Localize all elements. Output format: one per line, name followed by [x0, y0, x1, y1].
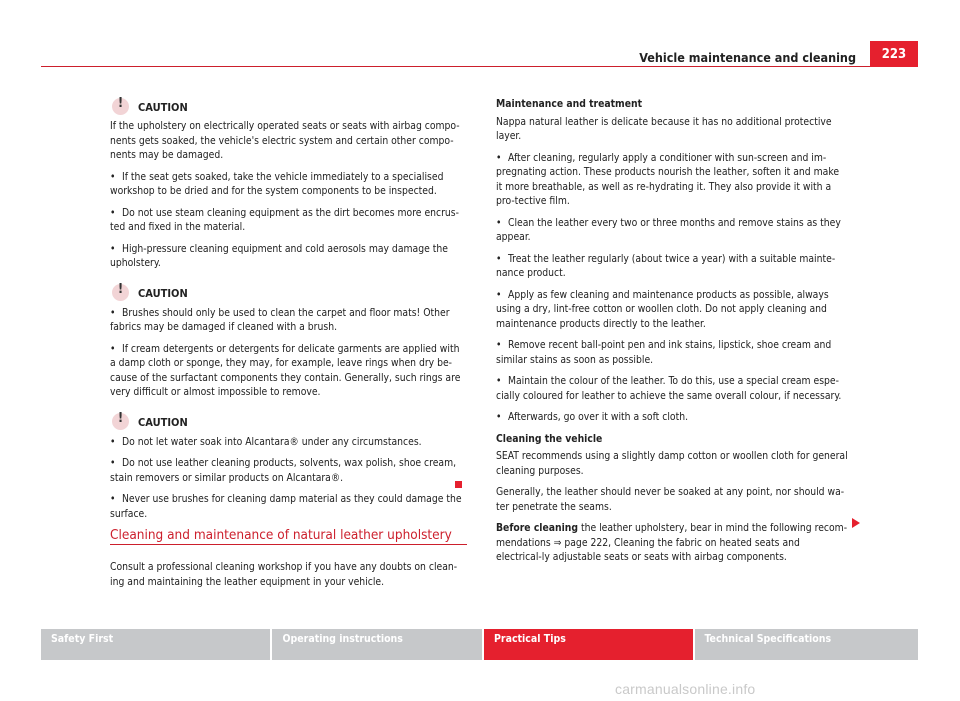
bullet-item [110, 242, 462, 271]
bullet-text: Apply as few cleaning and maintenance products as possible, always using a dry, lint-free cotton or woollen cloth. Do not apply cleaning and maintenance products directly to the leather. [496, 288, 829, 330]
bullet-text: High-pressure cleaning equipment and cold aerosols may damage the upholstery. [110, 242, 448, 269]
bullet-text: Never use brushes for cleaning damp material as they could damage the surface. [110, 493, 462, 520]
bullet-icon: • [110, 206, 116, 219]
end-of-section-marker [455, 481, 462, 488]
bullet-text: Clean the leather every two or three months and remove stains as they appear. [496, 216, 841, 243]
caution-label: CAUTION [138, 416, 188, 430]
bullet-icon: • [110, 493, 116, 505]
caution-heading [110, 96, 462, 116]
bullet-item [496, 338, 848, 367]
subheading-cleaning: Cleaning the vehicle [496, 432, 603, 445]
paragraph: SEAT recommends using a slightly damp cotton or woollen cloth for general cleaning purposes. [496, 450, 848, 477]
bullet-item [110, 342, 462, 400]
bullet-text: Brushes should only be used to clean the carpet and floor mats! Other fabrics may be damaged if cleaned with a brush. [110, 306, 450, 333]
caution-box-1 [110, 96, 462, 271]
before-cleaning-text: the leather upholstery, bear in mind the following recom-mendations ⇒ page 222, Cleaning the fabric on heated seats and electrical-ly adjustable seats or seats with airbag components. [496, 522, 848, 563]
bullet-icon: • [110, 242, 116, 255]
bullet-item [110, 435, 462, 450]
section-heading: Cleaning and maintenance of natural leather upholstery [110, 527, 452, 543]
bullet-icon: • [496, 375, 502, 387]
bullet-item [496, 151, 848, 209]
bullet-item [496, 410, 848, 425]
bullet-text: If cream detergents or detergents for delicate garments are applied with a damp cloth or sponge, they may, for example, leave rings when dry be-cause of the surfactant components they contain. Generally, such rings are very difficult or almost impossible to remove. [110, 342, 461, 398]
paragraph: Generally, the leather should never be soaked at any point, nor should wa-ter penetrate the seams. [496, 486, 845, 513]
paragraph: Nappa natural leather is delicate because it has no additional protective layer. [496, 115, 832, 142]
continue-arrow-icon [852, 518, 860, 528]
warning-icon [112, 284, 129, 301]
bullet-text: Remove recent ball-point pen and ink stains, lipstick, shoe cream and similar stains as soon as possible. [496, 339, 832, 366]
paragraph-before-cleaning [496, 521, 848, 565]
section-intro: Consult a professional cleaning workshop if you have any doubts on clean-ing and maintaining the leather equipment in your vehicle. [110, 561, 458, 588]
caution-heading [110, 283, 462, 303]
warning-icon [112, 413, 129, 430]
before-cleaning-label: Before cleaning [496, 522, 579, 534]
footer-nav [41, 629, 918, 660]
bullet-item [110, 492, 462, 521]
bullet-icon: • [110, 342, 116, 355]
bullet-text: If the seat gets soaked, take the vehicle immediately to a specialised workshop to be dried and for the system components to be inspected. [110, 170, 444, 197]
bullet-text: Do not let water soak into Alcantara® under any circumstances. [122, 435, 422, 448]
bullet-item [110, 170, 462, 199]
bullet-text: Do not use steam cleaning equipment as the dirt becomes more encrus-ted and fixed in the material. [110, 206, 459, 233]
footer-tab-operating-instructions[interactable]: Operating instructions [272, 629, 482, 660]
bullet-icon: • [496, 411, 502, 423]
bullet-icon: • [496, 252, 502, 265]
footer-tab-safety-first[interactable]: Safety First [41, 629, 270, 660]
caution-box-2 [110, 283, 462, 400]
bullet-icon: • [110, 170, 116, 183]
page-number: 223 [870, 41, 918, 67]
bullet-icon: • [110, 435, 116, 448]
bullet-item [496, 288, 848, 332]
footer-tab-practical-tips[interactable]: Practical Tips [484, 629, 693, 660]
caution-intro: If the upholstery on electrically operated seats or seats with airbag compo-nents gets soaked, the vehicle's electric system and certain other compo-nents may be damaged. [110, 120, 460, 161]
caution-label: CAUTION [138, 100, 188, 114]
bullet-icon: • [110, 306, 116, 319]
subheading-maintenance: Maintenance and treatment [496, 98, 643, 110]
bullet-item [110, 456, 462, 485]
bullet-text: Do not use leather cleaning products, solvents, wax polish, shoe cream, stain removers or similar products on Alcantara®. [110, 457, 457, 484]
bullet-icon: • [496, 339, 502, 351]
warning-icon [112, 98, 129, 115]
bullet-text: Maintain the colour of the leather. To do this, use a special cream espe-cially coloured for leather to achieve the same overall colour, if necessary. [496, 375, 842, 402]
watermark: carmanualsonline.info [615, 681, 756, 697]
bullet-text: Treat the leather regularly (about twice a year) with a suitable mainte-nance product. [496, 252, 836, 279]
section-heading-rule [110, 544, 467, 545]
bullet-item [110, 306, 462, 335]
bullet-icon: • [496, 216, 502, 229]
header-rule [41, 66, 918, 67]
bullet-text: After cleaning, regularly apply a conditioner with sun-screen and im-pregnating action. These products nourish the leather, soften it and make it more breathable, as well as re-hydrating it. They also provide it with a pro-tective film. [496, 151, 840, 207]
bullet-icon: • [496, 151, 502, 164]
page-header-title: Vehicle maintenance and cleaning [639, 50, 856, 65]
caution-box-3 [110, 412, 462, 522]
bullet-item [110, 206, 462, 235]
left-column [110, 96, 462, 533]
bullet-item [496, 216, 848, 245]
right-column [496, 97, 848, 572]
bullet-item [496, 374, 848, 403]
caution-heading [110, 412, 462, 432]
caution-label: CAUTION [138, 287, 188, 301]
bullet-text: Afterwards, go over it with a soft cloth. [508, 411, 689, 423]
bullet-item [496, 252, 848, 281]
bullet-icon: • [496, 288, 502, 301]
footer-tab-technical-specifications[interactable]: Technical Specifications [695, 629, 918, 660]
bullet-icon: • [110, 457, 116, 469]
